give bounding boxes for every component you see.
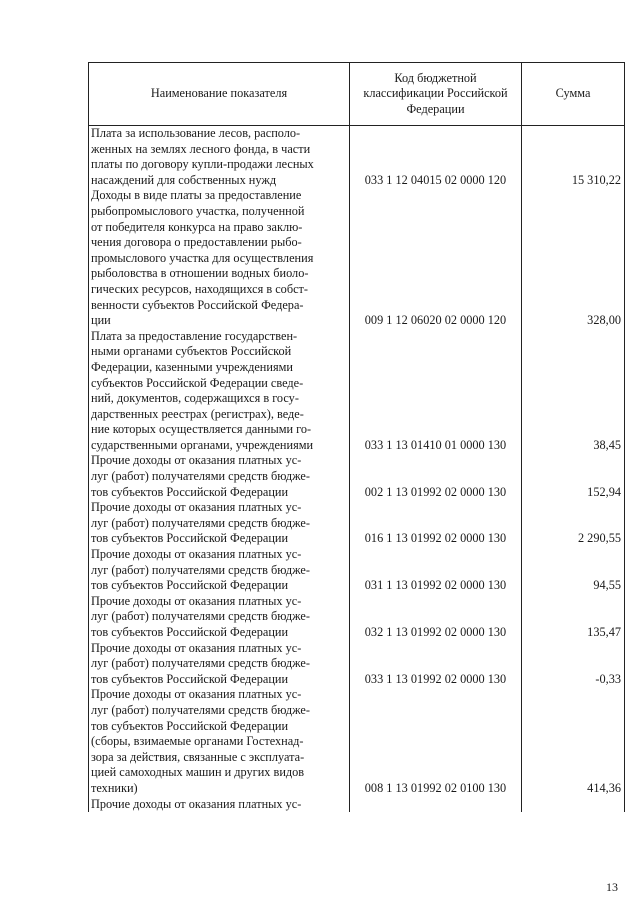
budget-code-cell: 033 1 13 01992 02 0000 130	[350, 641, 522, 688]
indicator-name-line: насаждений для собственных нужд	[91, 172, 277, 187]
indicator-name-cell	[89, 547, 350, 594]
table-row	[89, 329, 625, 454]
indicator-name-line: зора за действия, связанные с эксплуата-	[91, 749, 305, 764]
indicator-name-line: Плата за предоставление государствен-	[91, 328, 298, 343]
indicator-name-line: Прочие доходы от оказания платных ус-	[91, 547, 302, 562]
indicator-name-line: (сборы, взимаемые органами Гостехнад-	[91, 734, 304, 749]
indicator-name-line: тов субъектов Российской Федерации	[91, 671, 289, 686]
indicator-name-cell	[89, 453, 350, 500]
sum-cell: 152,94	[522, 453, 625, 500]
budget-code-cell: 016 1 13 01992 02 0000 130	[350, 500, 522, 547]
indicator-name-line: Доходы в виде платы за предоставление	[91, 188, 302, 203]
indicator-name-line: женных на землях лесного фонда, в части	[91, 141, 311, 156]
indicator-name-cell	[89, 188, 350, 328]
budget-code-cell: 032 1 13 01992 02 0000 130	[350, 594, 522, 641]
indicator-name-line: луг (работ) получателями средств бюдже-	[91, 656, 310, 671]
indicator-name-cell	[89, 641, 350, 688]
budget-code-cell: 009 1 12 06020 02 0000 120	[350, 188, 522, 328]
header-budget-code: Код бюджетной классификации Российской Федерации	[350, 63, 522, 126]
sum-cell	[522, 797, 625, 813]
indicator-name-line: субъектов Российской Федерации сведе-	[91, 375, 304, 390]
indicator-name-line: Прочие доходы от оказания платных ус-	[91, 687, 302, 702]
budget-code-cell: 008 1 13 01992 02 0100 130	[350, 687, 522, 796]
header-indicator-name: Наименование показателя	[89, 63, 350, 126]
indicator-name-cell	[89, 329, 350, 454]
indicator-name-line: Федерации, казенными учреждениями	[91, 359, 293, 374]
header-sum: Сумма	[522, 63, 625, 126]
indicator-name-line: цией самоходных машин и других видов	[91, 765, 305, 780]
sum-cell: -0,33	[522, 641, 625, 688]
indicator-name-line: Прочие доходы от оказания платных ус-	[91, 796, 302, 811]
indicator-name-line: тов субъектов Российской Федерации	[91, 578, 289, 593]
sum-cell: 328,00	[522, 188, 625, 328]
indicator-name-line: промыслового участка для осуществления	[91, 250, 314, 265]
budget-code-cell: 033 1 12 04015 02 0000 120	[350, 126, 522, 189]
budget-code-cell: 033 1 13 01410 01 0000 130	[350, 329, 522, 454]
page-number: 13	[606, 880, 618, 894]
indicator-name-line: тов субъектов Российской Федерации	[91, 484, 289, 499]
indicator-name-line: тов субъектов Российской Федерации	[91, 718, 289, 733]
sum-cell: 2 290,55	[522, 500, 625, 547]
indicator-name-line: Прочие доходы от оказания платных ус-	[91, 593, 302, 608]
table-row	[89, 797, 625, 813]
budget-code-cell: 002 1 13 01992 02 0000 130	[350, 453, 522, 500]
table-body	[89, 126, 625, 813]
sum-cell: 94,55	[522, 547, 625, 594]
indicator-name-line: рыбопромыслового участка, полученной	[91, 203, 305, 218]
indicator-name-line: ными органами субъектов Российской	[91, 344, 292, 359]
indicator-name-line: ние которых осуществляется данными го-	[91, 422, 312, 437]
indicator-name-line: луг (работ) получателями средств бюдже-	[91, 515, 310, 530]
indicator-name-cell	[89, 594, 350, 641]
table-row	[89, 453, 625, 500]
sum-cell: 15 310,22	[522, 126, 625, 189]
indicator-name-line: чения договора о предоставлении рыбо-	[91, 235, 302, 250]
table-row	[89, 594, 625, 641]
budget-code-cell: 031 1 13 01992 02 0000 130	[350, 547, 522, 594]
indicator-name-line: тов субъектов Российской Федерации	[91, 531, 289, 546]
indicator-name-line: венности субъектов Российской Федера-	[91, 297, 304, 312]
indicator-name-line: луг (работ) получателями средств бюдже-	[91, 562, 310, 577]
indicator-name-line: рыболовства в отношении водных биоло-	[91, 266, 309, 281]
sum-cell: 414,36	[522, 687, 625, 796]
indicator-name-cell	[89, 687, 350, 796]
indicator-name-line: Прочие доходы от оказания платных ус-	[91, 453, 302, 468]
budget-revenue-table	[88, 62, 625, 812]
table-row	[89, 547, 625, 594]
indicator-name-cell	[89, 797, 350, 813]
indicator-name-cell	[89, 126, 350, 189]
indicator-name-line: техники)	[91, 780, 138, 795]
table-row	[89, 687, 625, 796]
indicator-name-line: сударственными органами, учреждениями	[91, 437, 314, 452]
table-header-row	[89, 63, 625, 126]
indicator-name-line: луг (работ) получателями средств бюдже-	[91, 609, 310, 624]
budget-code-cell	[350, 797, 522, 813]
indicator-name-line: Плата за использование лесов, располо-	[91, 126, 301, 140]
indicator-name-line: платы по договору купли-продажи лесных	[91, 157, 314, 172]
indicator-name-cell	[89, 500, 350, 547]
indicator-name-line: луг (работ) получателями средств бюдже-	[91, 469, 310, 484]
indicator-name-line: Прочие доходы от оказания платных ус-	[91, 640, 302, 655]
indicator-name-line: от победителя конкурса на право заклю-	[91, 219, 303, 234]
table-row	[89, 188, 625, 328]
sum-cell: 38,45	[522, 329, 625, 454]
indicator-name-line: Прочие доходы от оказания платных ус-	[91, 500, 302, 515]
sum-cell: 135,47	[522, 594, 625, 641]
table-row	[89, 126, 625, 189]
indicator-name-line: гических ресурсов, находящихся в собст-	[91, 281, 309, 296]
indicator-name-line: дарственных реестрах (регистрах), веде-	[91, 406, 304, 421]
indicator-name-line: ний, документов, содержащихся в госу-	[91, 391, 299, 406]
table-row	[89, 641, 625, 688]
indicator-name-line: тов субъектов Российской Федерации	[91, 625, 289, 639]
indicator-name-line: луг (работ) получателями средств бюдже-	[91, 702, 310, 717]
indicator-name-line: ции	[91, 313, 111, 328]
table-row	[89, 500, 625, 547]
